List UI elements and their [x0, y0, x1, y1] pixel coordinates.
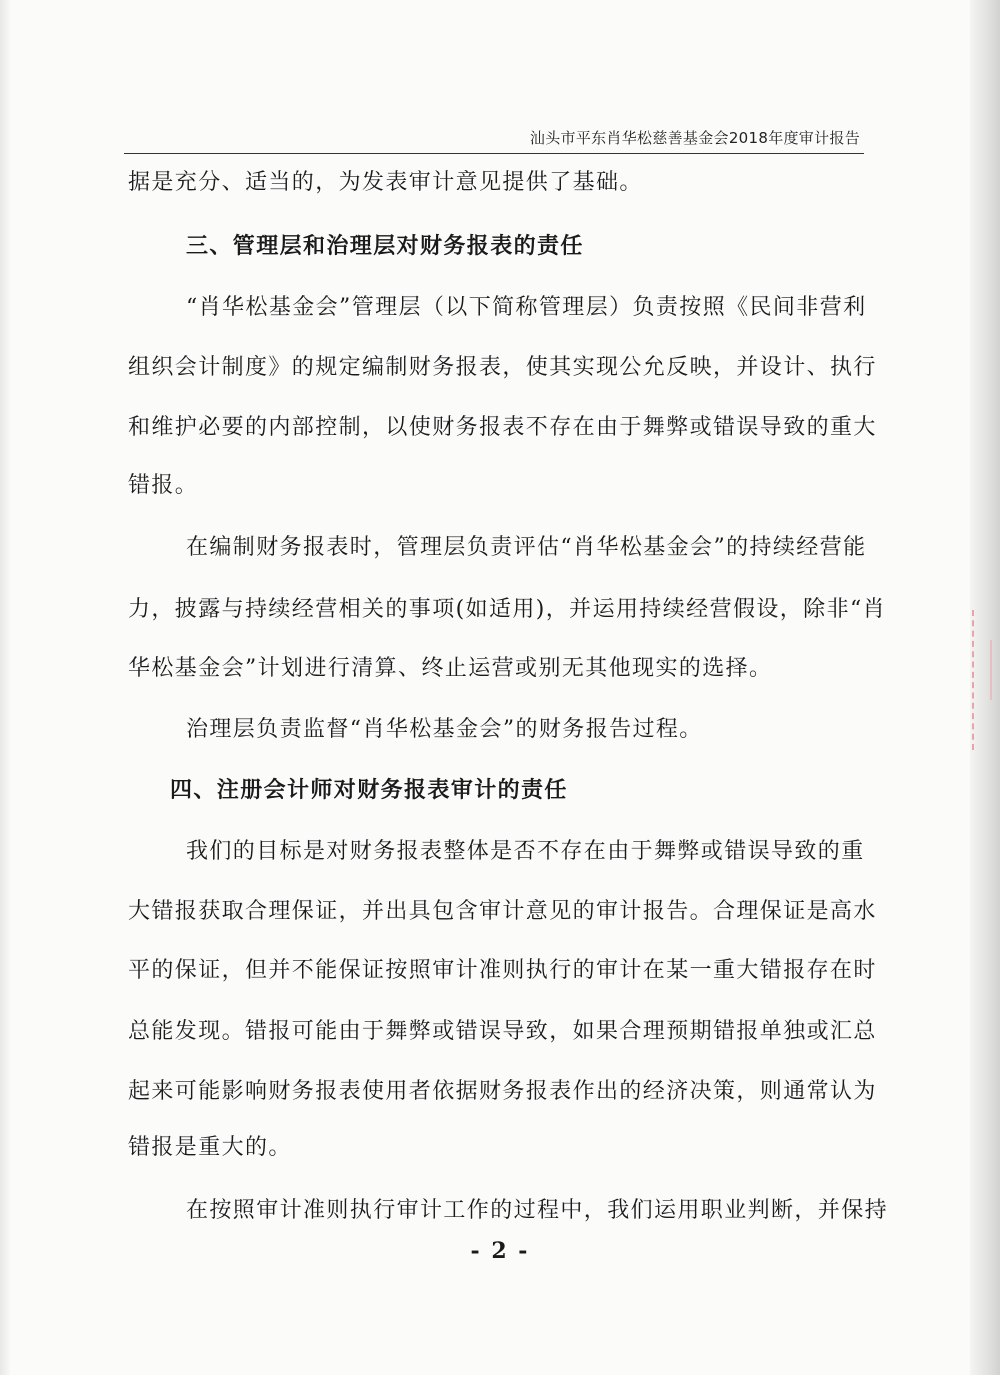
- page-number: - 2 -: [470, 1238, 530, 1264]
- paragraph-line: 错报。: [128, 473, 199, 498]
- paragraph-line: 华松基金会”计划进行清算、终止运营或别无其他现实的选择。: [128, 656, 773, 681]
- seal-fragment: [972, 610, 980, 750]
- header-rule: [124, 153, 864, 154]
- paragraph-line: 错报是重大的。: [128, 1135, 292, 1160]
- paragraph-line: 平的保证，但并不能保证按照审计准则执行的审计在某一重大错报存在时: [128, 958, 877, 983]
- paragraph-line: 我们的目标是对财务报表整体是否不存在由于舞弊或错误导致的重: [186, 839, 865, 864]
- paragraph-line: 组织会计制度》的规定编制财务报表，使其实现公允反映，并设计、执行: [128, 355, 877, 380]
- paragraph-line: 在按照审计准则执行审计工作的过程中，我们运用职业判断，并保持: [186, 1198, 889, 1223]
- paragraph-line: 和维护必要的内部控制，以使财务报表不存在由于舞弊或错误导致的重大: [128, 415, 877, 440]
- seal-fragment-edge: [980, 640, 992, 700]
- paragraph-line: 力，披露与持续经营相关的事项(如适用)，并运用持续经营假设，除非“肖: [128, 597, 887, 622]
- page-edge-left: [0, 0, 10, 1375]
- section-heading-4: 四、注册会计师对财务报表审计的责任: [170, 777, 568, 803]
- paragraph-line: “肖华松基金会”管理层（以下简称管理层）负责按照《民间非营利: [186, 295, 867, 320]
- paragraph-line: 总能发现。错报可能由于舞弊或错误导致，如果合理预期错报单独或汇总: [128, 1019, 877, 1044]
- paragraph-line: 据是充分、适当的，为发表审计意见提供了基础。: [128, 170, 643, 195]
- paragraph-line: 在编制财务报表时，管理层负责评估“肖华松基金会”的持续经营能: [186, 535, 867, 560]
- paragraph-line: 治理层负责监督“肖华松基金会”的财务报告过程。: [186, 717, 703, 742]
- paragraph-line: 起来可能影响财务报表使用者依据财务报表作出的经济决策，则通常认为: [128, 1079, 877, 1104]
- section-heading-3: 三、管理层和治理层对财务报表的责任: [186, 233, 584, 259]
- report-header-title: 汕头市平东肖华松慈善基金会2018年度审计报告: [529, 129, 860, 147]
- paragraph-line: 大错报获取合理保证，并出具包含审计意见的审计报告。合理保证是高水: [128, 899, 877, 924]
